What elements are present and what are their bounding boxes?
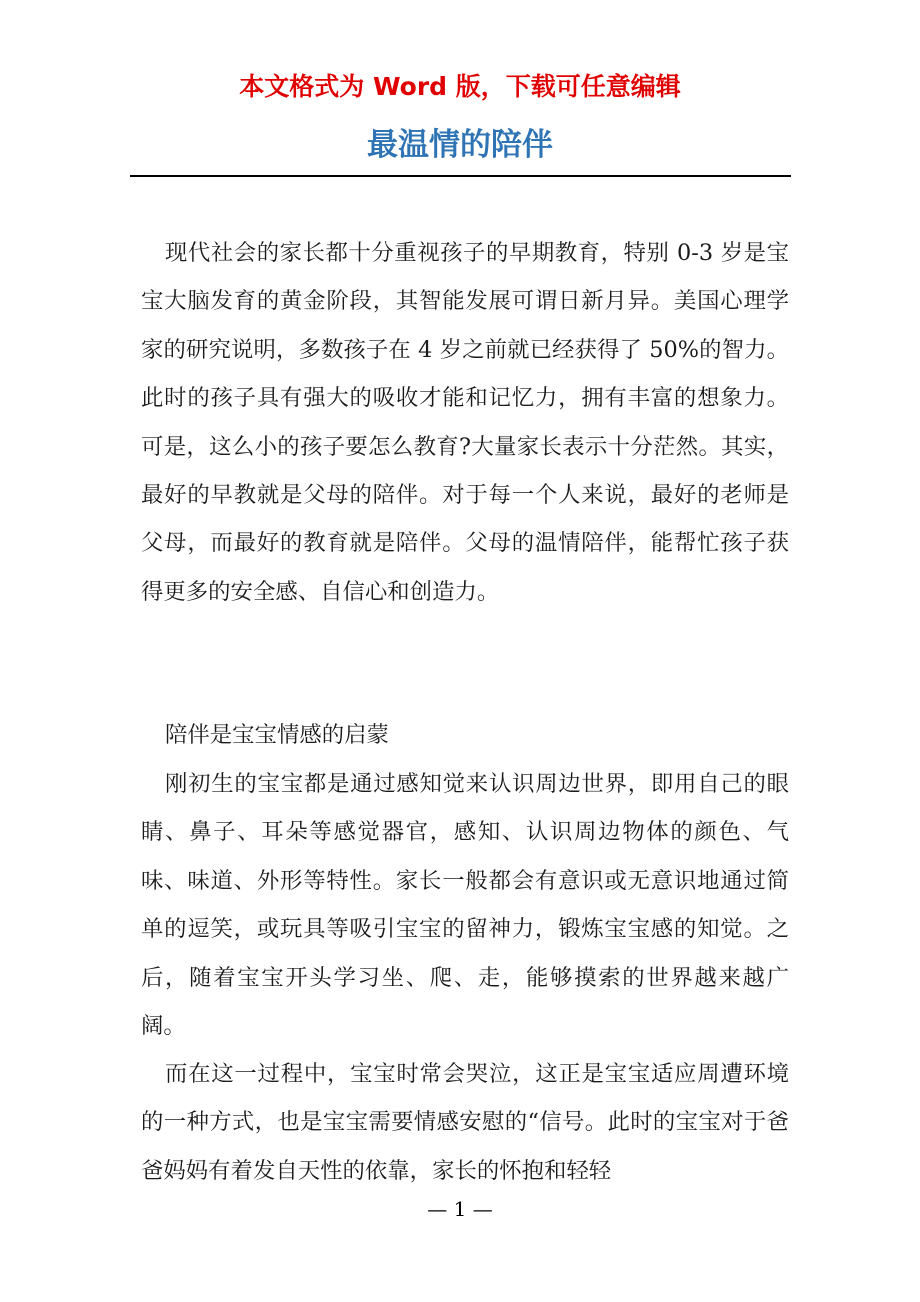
document-title: 最温情的陪伴 [367, 127, 553, 163]
paragraph-perception: 刚初生的宝宝都是通过感知觉来认识周边世界，即用自己的眼睛、鼻子、耳朵等感觉器官，感知、认识周边物体的颜色、气味、味道、外形等特性。家长一般都会有意识或无意识地通过简单的逗笑，或玩具等吸引宝宝的留神力，锻炼宝宝感的知觉。之后，随着宝宝开头学习坐、爬、走，能够摸索的世界越来越广阔。 [141, 771, 789, 1040]
format-notice: 本文格式为 Word 版，下载可任意编辑 [239, 72, 681, 101]
section-heading: 陪伴是宝宝情感的启蒙 [165, 722, 389, 748]
paragraph-crying: 而在这一过程中，宝宝时常会哭泣，这正是宝宝适应周遭环境的一种方式，也是宝宝需要情感安慰的“信号。此时的宝宝对于爸爸妈妈有着发自天性的依靠，家长的怀抱和轻轻 [141, 1061, 789, 1184]
title-divider [130, 175, 791, 177]
paragraph-intro: 现代社会的家长都十分重视孩子的早期教育，特别 0-3 岁是宝宝大脑发育的黄金阶段，其智能发展可谓日新月异。美国心理学家的研究说明，多数孩子在 4 岁之前就已经获得了 50%的智力。此时的孩子具有强大的吸收才能和记忆力，拥有丰富的想象力。可是，这么小的孩子要怎么教育?大量家长表示十分茫然。其实，最好的早教就是父母的陪伴。对于每一个人来说，最好的老师是父母，而最好的教育就是陪伴。父母的温情陪伴，能帮忙孩子获得更多的安全感、自信心和创造力。 [141, 240, 789, 605]
page-number: — 1 — [427, 1197, 493, 1221]
